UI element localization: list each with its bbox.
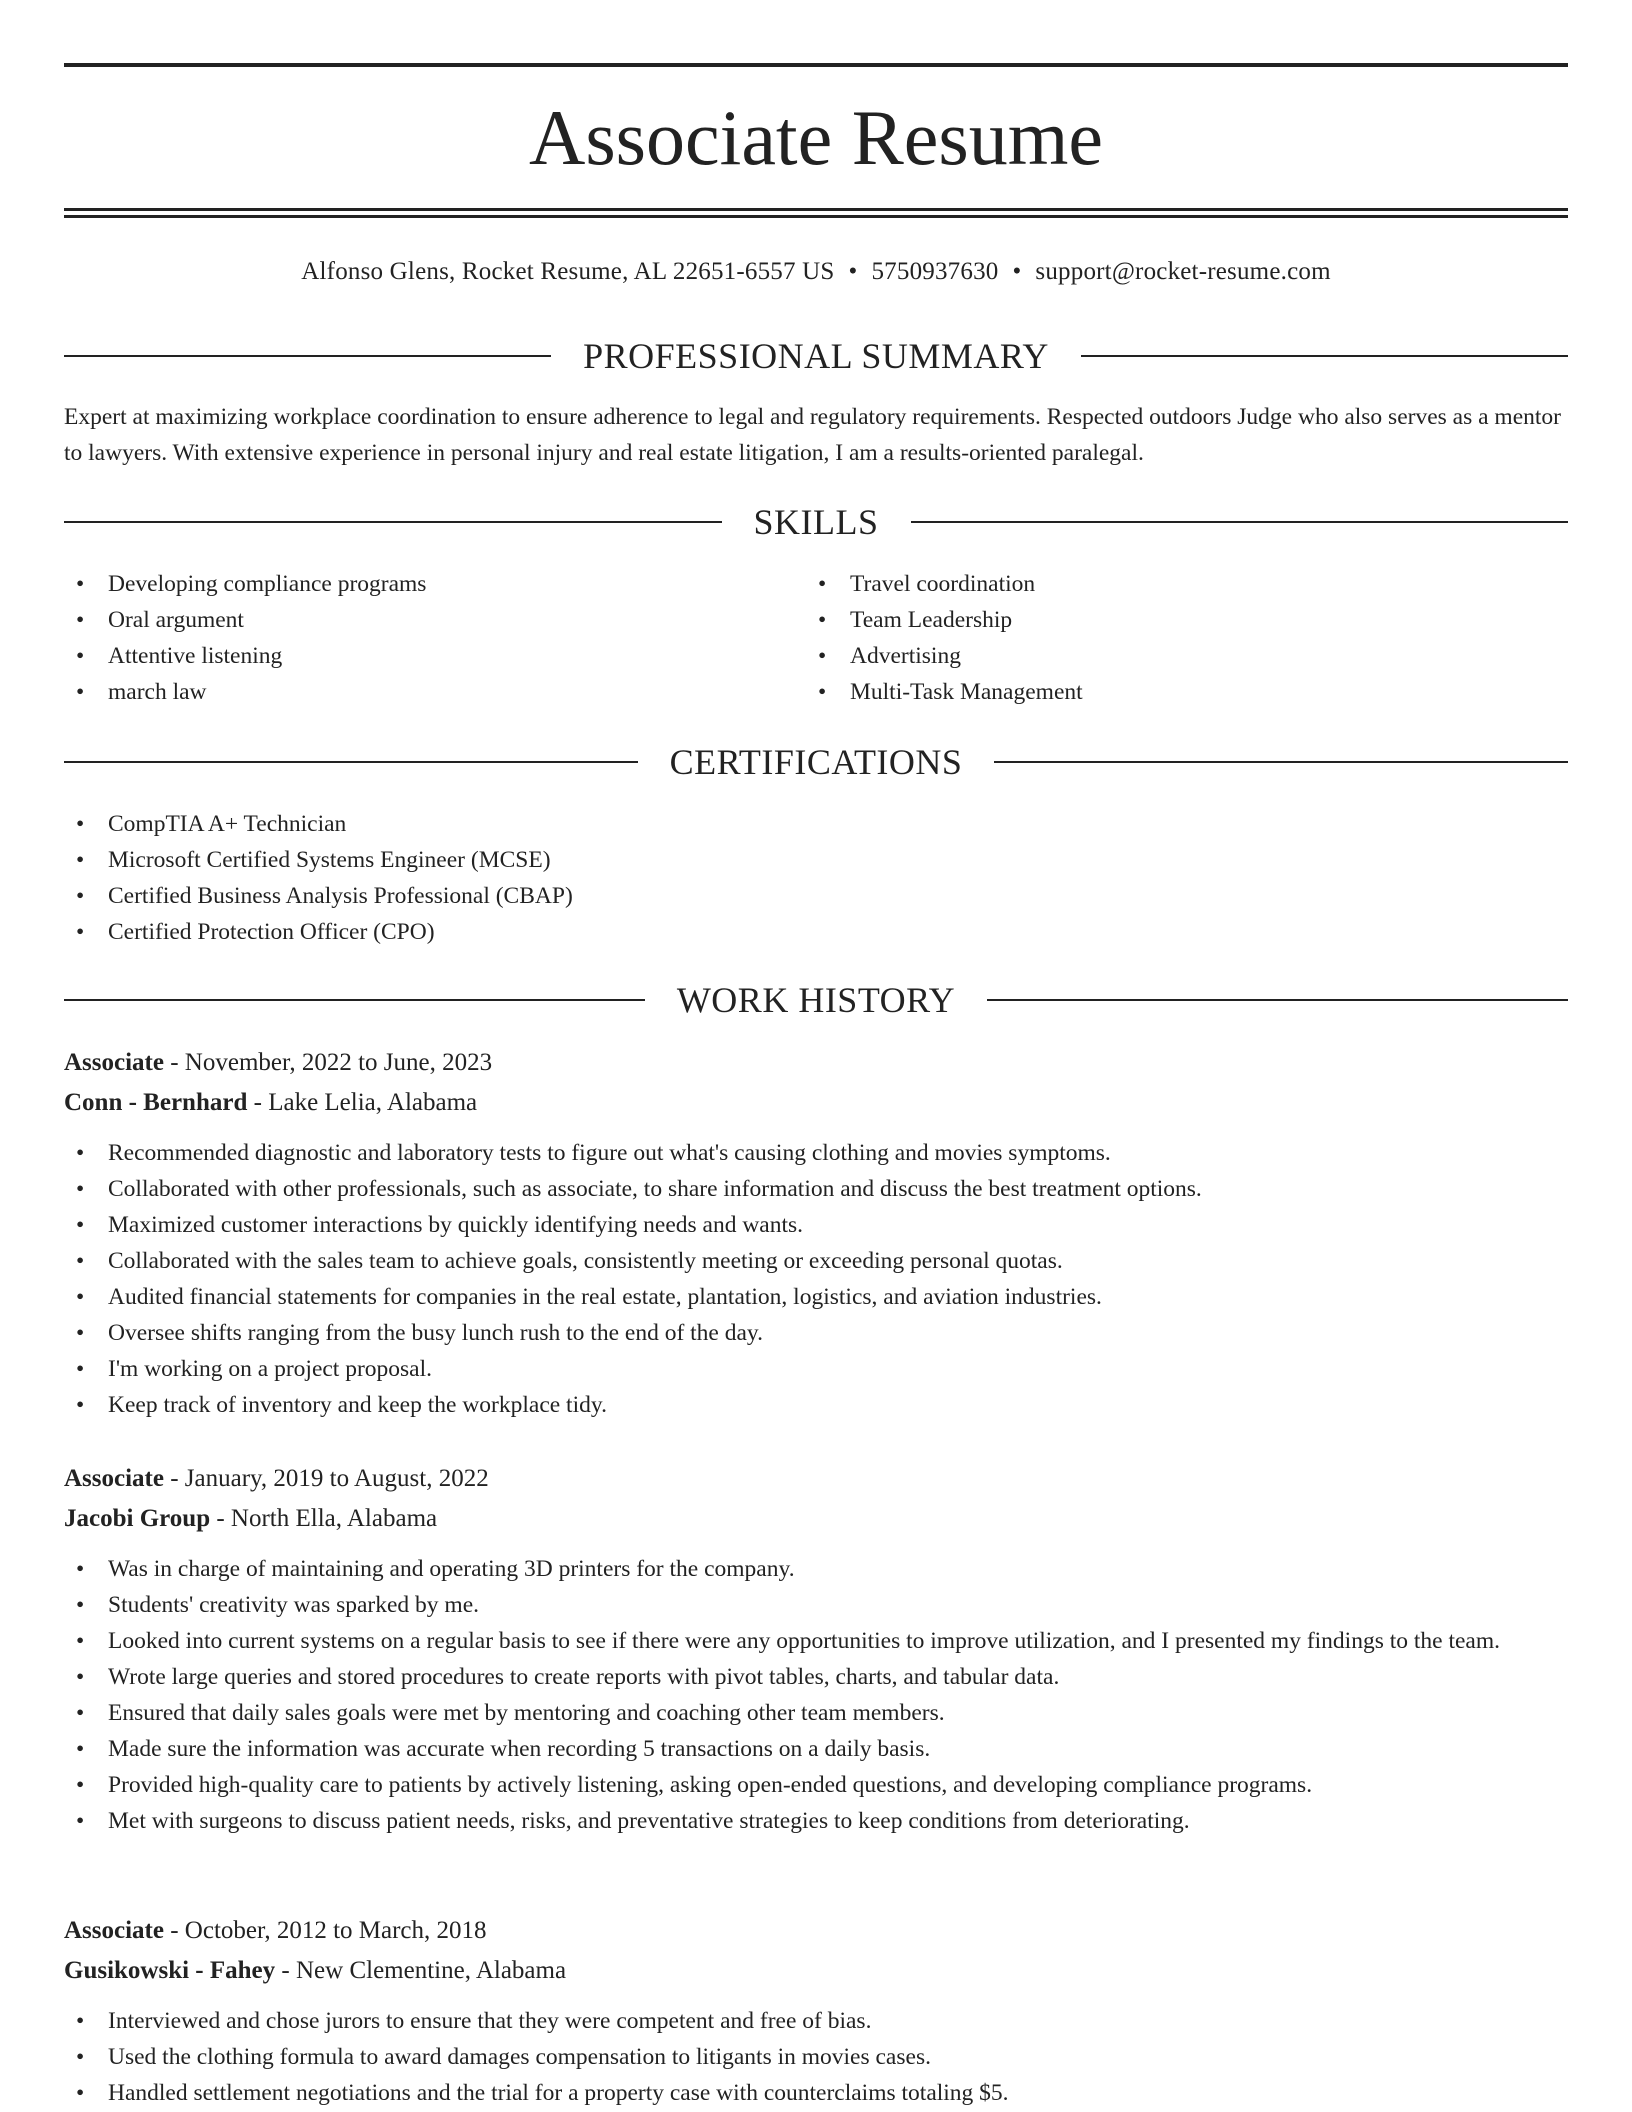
list-item: • Students' creativity was sparked by me. [64, 1587, 1568, 1623]
section-rule-left [64, 521, 722, 523]
contact-address: Alfonso Glens, Rocket Resume, AL 22651-6557 US [301, 258, 835, 285]
job-company: Gusikowski - Fahey [64, 1957, 276, 1984]
job-location: - Lake Lelia, Alabama [247, 1089, 478, 1116]
section-rule-right [994, 761, 1568, 763]
contact-line [64, 254, 1568, 290]
job-company-line [64, 1499, 1568, 1539]
list-item: • Provided high-quality care to patients by actively listening, asking open-ended questions, and developing compliance programs. [64, 1767, 1568, 1803]
contact-email: support@rocket-resume.com [1035, 258, 1331, 285]
list-item: • Wrote large queries and stored procedures to create reports with pivot tables, charts, and tabular data. [64, 1659, 1568, 1695]
job-company: Conn - Bernhard [64, 1089, 248, 1116]
list-item: • CompTIA A+ Technician [64, 806, 1568, 842]
list-item: • Handled settlement negotiations and the trial for a property case with counterclaims totaling $5. [64, 2075, 1568, 2111]
resume-title: Associate Resume [528, 94, 1104, 181]
section-title-certifications: CERTIFICATIONS [669, 742, 963, 782]
list-item: • Used the clothing formula to award damages compensation to litigants in movies cases. [64, 2039, 1568, 2075]
section-header-skills [64, 500, 1568, 544]
job-title: Associate [64, 1465, 164, 1492]
section-title-work-history: WORK HISTORY [676, 980, 956, 1020]
job-title: Associate [64, 1049, 164, 1076]
list-item: • Oversee shifts ranging from the busy lunch rush to the end of the day. [64, 1315, 1568, 1351]
job-title: Associate [64, 1917, 164, 1944]
list-item: • Audited financial statements for companies in the real estate, plantation, logistics, and aviation industries. [64, 1279, 1568, 1315]
job-bullets [64, 1135, 1568, 1423]
section-header-work-history [64, 978, 1568, 1022]
job-company-line [64, 1083, 1568, 1123]
list-item: • Maximized customer interactions by quickly identifying needs and wants. [64, 1207, 1568, 1243]
section-rule-right [911, 521, 1569, 523]
list-item: • Ensured that daily sales goals were met by mentoring and coaching other team members. [64, 1695, 1568, 1731]
list-item: • Interviewed and chose jurors to ensure that they were competent and free of bias. [64, 2003, 1568, 2039]
top-rule [64, 63, 1568, 67]
section-title-summary: PROFESSIONAL SUMMARY [583, 336, 1049, 376]
list-item: • march law [64, 674, 806, 710]
list-item: • Team Leadership [806, 602, 1548, 638]
job-dates: - October, 2012 to March, 2018 [163, 1917, 487, 1944]
list-item: • Oral argument [64, 602, 806, 638]
list-item: • I'm working on a project proposal. [64, 1351, 1568, 1387]
list-item: • Multi-Task Management [806, 674, 1548, 710]
job-company: Jacobi Group [64, 1505, 211, 1532]
section-header-summary [64, 334, 1568, 378]
job-company-line [64, 1951, 1568, 1991]
list-item: • Was in charge of maintaining and operating 3D printers for the company. [64, 1551, 1568, 1587]
section-rule-left [64, 999, 645, 1001]
job-bullets [64, 1551, 1568, 1839]
list-item: • Keep track of inventory and keep the workplace tidy. [64, 1387, 1568, 1423]
job-dates: - January, 2019 to August, 2022 [163, 1465, 489, 1492]
job-entry [64, 1043, 1568, 1423]
summary-text: Expert at maximizing workplace coordination to ensure adherence to legal and regulatory requirements. Respected outdoors Judge who also serves as a mentor to lawyers. With extensive experience in personal injury and real estate litigation, I am a results-oriented paralegal. [64, 404, 1561, 466]
list-item: • Certified Business Analysis Professional (CBAP) [64, 878, 1568, 914]
job-entry [64, 1459, 1568, 1839]
job-bullets [64, 2003, 1568, 2111]
job-title-line [64, 1911, 1568, 1951]
skills-list [64, 566, 1568, 710]
list-item: • Met with surgeons to discuss patient needs, risks, and preventative strategies to keep conditions from deteriorating. [64, 1803, 1568, 1839]
section-rule-right [1081, 355, 1568, 357]
list-item: • Collaborated with other professionals, such as associate, to share information and discuss the best treatment options. [64, 1171, 1568, 1207]
skills-column-right [806, 566, 1548, 710]
job-location: - North Ella, Alabama [210, 1505, 438, 1532]
job-title-line [64, 1459, 1568, 1499]
list-item: • Looked into current systems on a regular basis to see if there were any opportunities to improve utilization, and I presented my findings to the team. [64, 1623, 1568, 1659]
certifications-list [64, 806, 1568, 950]
list-item: • Travel coordination [806, 566, 1548, 602]
list-item: • Attentive listening [64, 638, 806, 674]
list-item: • Certified Protection Officer (CPO) [64, 914, 1568, 950]
list-item: • Microsoft Certified Systems Engineer (MCSE) [64, 842, 1568, 878]
job-location: - New Clementine, Alabama [275, 1957, 567, 1984]
list-item: • Made sure the information was accurate when recording 5 transactions on a daily basis. [64, 1731, 1568, 1767]
section-header-certifications [64, 740, 1568, 784]
list-item: • Developing compliance programs [64, 566, 806, 602]
contact-phone: 5750937630 [871, 258, 999, 285]
title-double-rule [64, 208, 1568, 218]
job-entry [64, 1911, 1568, 2111]
job-title-line [64, 1043, 1568, 1083]
list-item: • Advertising [806, 638, 1548, 674]
contact-separator: • [1012, 258, 1022, 285]
section-rule-left [64, 761, 638, 763]
section-rule-right [987, 999, 1568, 1001]
job-dates: - November, 2022 to June, 2023 [163, 1049, 493, 1076]
section-rule-left [64, 355, 551, 357]
list-item: • Recommended diagnostic and laboratory tests to figure out what's causing clothing and movies symptoms. [64, 1135, 1568, 1171]
list-item: • Collaborated with the sales team to achieve goals, consistently meeting or exceeding personal quotas. [64, 1243, 1568, 1279]
section-title-skills: SKILLS [753, 502, 879, 542]
contact-separator: • [848, 258, 858, 285]
skills-column-left [64, 566, 806, 710]
